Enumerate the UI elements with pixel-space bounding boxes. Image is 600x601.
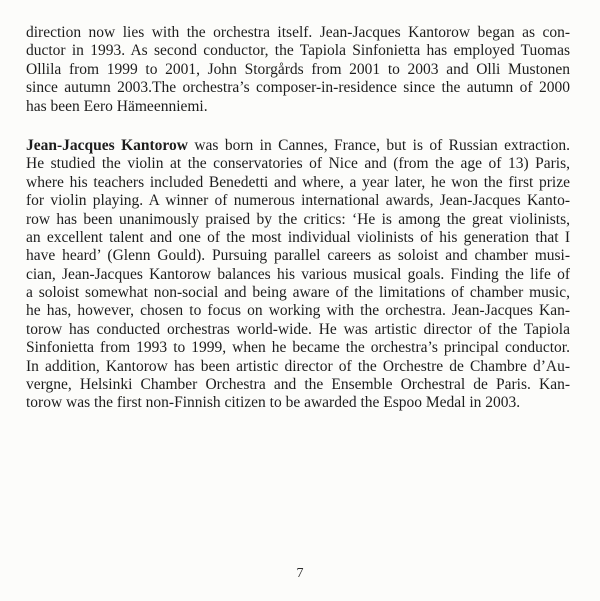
- text-line: direction now lies with the orchestra itself. Jean-Jacques Kantorow began as con-: [26, 24, 570, 41]
- text-line: Ollila from 1999 to 2001, John Storgårds from 2001 to 2003 and Olli Mustonen: [26, 60, 570, 78]
- text-line: a soloist somewhat non-social and being aware of the limitations of chamber music,: [26, 284, 570, 302]
- text-line: cian, Jean-Jacques Kantorow balances his various musical goals. Finding the life of: [26, 265, 570, 283]
- text-line: has been Eero Hämeenniemi.: [26, 97, 208, 115]
- text-line: since autumn 2003.The orchestra’s composer-in-residence since the autumn of 2000: [26, 79, 570, 97]
- text-line: Sinfonietta from 1993 to 1999, when he became the orchestra’s principal conductor.: [26, 339, 570, 357]
- person-name-bold: Jean-Jacques Kantorow: [26, 136, 188, 154]
- text-line: torow has conducted orchestras world-wide. He was artistic director of the Tapiola: [26, 320, 570, 338]
- text-line: torow was the first non-Finnish citizen to be awarded the Espoo Medal in 2003.: [26, 394, 521, 412]
- text-line: In addition, Kantorow has been artistic director of the Orchestre de Chambre d’Au-: [26, 357, 570, 375]
- text-line: have heard’ (Glenn Gould). Pursuing parallel careers as soloist and chamber musi-: [26, 247, 570, 265]
- text-line: ductor in 1993. As second conductor, the Tapiola Sinfonietta has employed Tuomas: [26, 42, 570, 60]
- text-line: He studied the violin at the conservatories of Nice and (from the age of 13) Paris,: [26, 155, 570, 173]
- text-line: row has been unanimously praised by the critics: ‘He is among the great violinists,: [26, 210, 570, 228]
- text-line: where his teachers included Benedetti and where, a year later, he won the first prize: [26, 173, 570, 191]
- text-block: [26, 24, 570, 413]
- text-line: for violin playing. A winner of numerous international awards, Jean-Jacques Kanto-: [26, 192, 570, 210]
- paragraph: [26, 24, 570, 116]
- page-number: 7: [296, 566, 304, 581]
- paragraph: [26, 137, 570, 413]
- text-line: an excellent talent and one of the most individual violinists of his generation that I: [26, 228, 570, 246]
- text-line: Jean-Jacques Kantorow was born in Cannes, France, but is of Russian extraction.: [26, 136, 570, 154]
- text-line: vergne, Helsinki Chamber Orchestra and the Ensemble Orchestral de Paris. Kan-: [26, 376, 570, 394]
- text-line: he has, however, chosen to focus on working with the orchestra. Jean-Jacques Kan-: [26, 302, 570, 320]
